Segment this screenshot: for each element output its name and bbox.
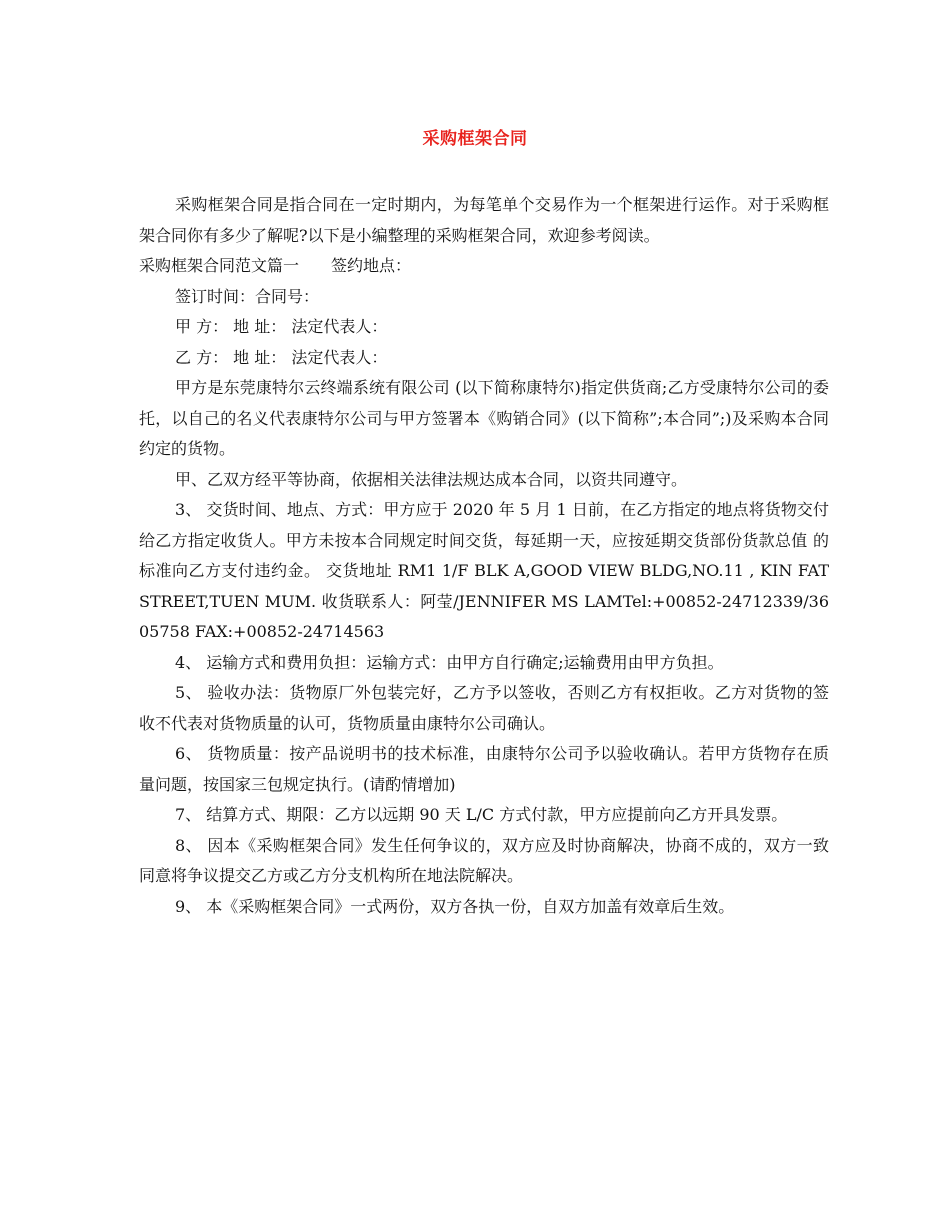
sign-time-line: 签订时间：合同号：: [175, 286, 320, 306]
designation-paragraph: 甲方是东莞康特尔云终端系统有限公司 (以下简称康特尔)指定供货商;乙方受康特尔公司的委托，以自己的名义代表康特尔公司与甲方签署本《购销合同》(以下简称”;本合同”;)及采购本合同约定的货物。: [139, 378, 829, 458]
clause-6-paragraph: 6、 货物质量：按产品说明书的技术标准，由康特尔公司予以验收确认。若甲方货物存在质量问题，按国家三包规定执行。(请酌情增加): [139, 744, 829, 794]
document-body: [139, 190, 829, 922]
clause-4-paragraph: 4、 运输方式和费用负担：运输方式：由甲方自行确定;运输费用由甲方负担。: [175, 652, 724, 672]
party-a-line: 甲 方： 地 址： 法定代表人：: [175, 317, 388, 336]
clause-9-paragraph: 9、 本《采购框架合同》一式两份，双方各执一份，自双方加盖有效章后生效。: [175, 896, 735, 916]
sample-heading-line: 采购框架合同范文篇一 签约地点：: [139, 256, 412, 275]
clause-7-paragraph: 7、 结算方式、期限：乙方以远期 90 天 L/C 方式付款，甲方应提前向乙方开具发票。: [175, 805, 788, 824]
intro-paragraph: 采购框架合同是指合同在一定时期内，为每笔单个交易作为一个框架进行运作。对于采购框架合同你有多少了解呢?以下是小编整理的采购框架合同，欢迎参考阅读。: [139, 195, 829, 245]
clause-5-paragraph: 5、 验收办法：货物原厂外包装完好，乙方予以签收，否则乙方有权拒收。乙方对货物的签收不代表对货物质量的认可，货物质量由康特尔公司确认。: [139, 683, 829, 733]
agreement-paragraph: 甲、乙双方经平等协商，依据相关法律法规达成本合同，以资共同遵守。: [175, 469, 688, 489]
clause-8-paragraph: 8、 因本《采购框架合同》发生任何争议的，双方应及时协商解决，协商不成的，双方一致同意将争议提交乙方或乙方分支机构所在地法院解决。: [139, 835, 829, 885]
party-b-line: 乙 方： 地 址： 法定代表人：: [175, 347, 388, 367]
document-title: 采购框架合同: [422, 129, 528, 149]
clause-3-paragraph: 3、 交货时间、地点、方式：甲方应于 2020 年 5 月 1 日前，在乙方指定的地点将货物交付给乙方指定收货人。甲方未按本合同规定时间交货，每延期一天，应按延期交货部份货款总值 的标准向乙方支付违约金。 交货地址 RM1 1/F BLK A,GOOD VIEW BLDG,NO.11 , KIN FAT STREET,TUEN MUM. 收货联系人：阿莹/JENNIFER MS LAMTel:+00852-24712339/3605758 FAX:+00852-24714563: [139, 500, 829, 641]
